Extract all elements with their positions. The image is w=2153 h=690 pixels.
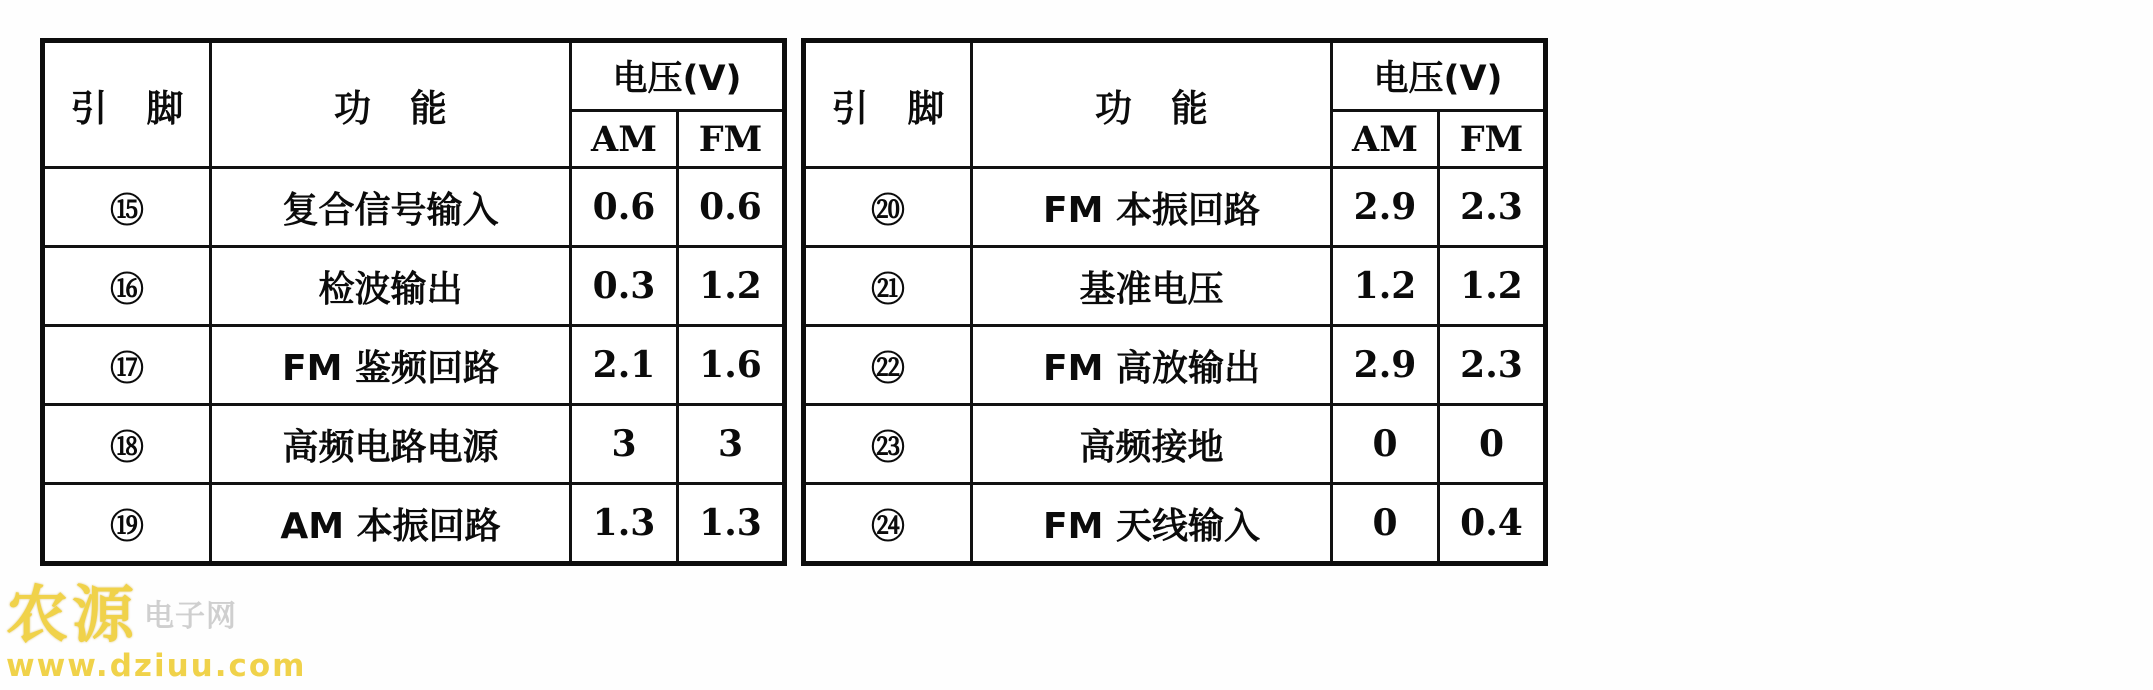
cell-pin: ⑳ bbox=[804, 168, 972, 247]
cell-fm: 3 bbox=[678, 405, 785, 484]
cell-function: 高频接地 bbox=[972, 405, 1332, 484]
header-pin: 引 脚 bbox=[43, 41, 211, 168]
cell-am: 2.9 bbox=[1332, 326, 1439, 405]
table-row bbox=[43, 326, 785, 405]
cell-am: 1.3 bbox=[571, 484, 678, 564]
pin-function-table-left bbox=[40, 38, 787, 566]
cell-function: 复合信号输入 bbox=[211, 168, 571, 247]
table-row bbox=[43, 168, 785, 247]
cell-fm: 0 bbox=[1439, 405, 1546, 484]
cell-function: AM 本振回路 bbox=[211, 484, 571, 564]
cell-pin: ㉔ bbox=[804, 484, 972, 564]
header-pin: 引 脚 bbox=[804, 41, 972, 168]
cell-am: 0 bbox=[1332, 405, 1439, 484]
cell-am: 0.3 bbox=[571, 247, 678, 326]
header-voltage: 电压(V) bbox=[1332, 41, 1546, 111]
cell-pin: ⑯ bbox=[43, 247, 211, 326]
cell-am: 2.1 bbox=[571, 326, 678, 405]
cell-function: FM 本振回路 bbox=[972, 168, 1332, 247]
cell-fm: 2.3 bbox=[1439, 168, 1546, 247]
cell-function: FM 天线输入 bbox=[972, 484, 1332, 564]
cell-fm: 1.2 bbox=[1439, 247, 1546, 326]
watermark-site-suffix: 电子网 bbox=[144, 599, 238, 634]
table-row bbox=[804, 484, 1546, 564]
cell-pin: ⑱ bbox=[43, 405, 211, 484]
table-row bbox=[43, 405, 785, 484]
cell-fm: 1.3 bbox=[678, 484, 785, 564]
cell-fm: 0.6 bbox=[678, 168, 785, 247]
pin-function-table-right bbox=[801, 38, 1548, 566]
cell-function: 高频电路电源 bbox=[211, 405, 571, 484]
header-fm: FM bbox=[678, 111, 785, 168]
cell-am: 1.2 bbox=[1332, 247, 1439, 326]
cell-am: 2.9 bbox=[1332, 168, 1439, 247]
cell-pin: ㉑ bbox=[804, 247, 972, 326]
table-row bbox=[804, 405, 1546, 484]
header-function: 功 能 bbox=[972, 41, 1332, 168]
cell-function: 基准电压 bbox=[972, 247, 1332, 326]
watermark-site-name: 农源 bbox=[6, 578, 139, 651]
cell-fm: 2.3 bbox=[1439, 326, 1546, 405]
cell-pin: ㉓ bbox=[804, 405, 972, 484]
watermark-main-line bbox=[6, 578, 306, 651]
header-voltage: 电压(V) bbox=[571, 41, 785, 111]
cell-fm: 0.4 bbox=[1439, 484, 1546, 564]
table-row bbox=[43, 247, 785, 326]
cell-am: 0.6 bbox=[571, 168, 678, 247]
cell-fm: 1.2 bbox=[678, 247, 785, 326]
cell-function: FM 高放输出 bbox=[972, 326, 1332, 405]
watermark bbox=[6, 578, 307, 684]
table-row bbox=[43, 484, 785, 564]
header-function: 功 能 bbox=[211, 41, 571, 168]
table-row bbox=[804, 326, 1546, 405]
table-row bbox=[804, 247, 1546, 326]
cell-am: 0 bbox=[1332, 484, 1439, 564]
cell-am: 3 bbox=[571, 405, 678, 484]
cell-pin: ⑲ bbox=[43, 484, 211, 564]
table-header-row-top bbox=[43, 41, 785, 111]
header-am: AM bbox=[1332, 111, 1439, 168]
cell-fm: 1.6 bbox=[678, 326, 785, 405]
cell-pin: ⑮ bbox=[43, 168, 211, 247]
cell-function: 检波输出 bbox=[211, 247, 571, 326]
cell-pin: ⑰ bbox=[43, 326, 211, 405]
header-fm: FM bbox=[1439, 111, 1546, 168]
cell-function: FM 鉴频回路 bbox=[211, 326, 571, 405]
table-header-row-top bbox=[804, 41, 1546, 111]
watermark-url: www.dziuu.com bbox=[6, 648, 307, 684]
header-am: AM bbox=[571, 111, 678, 168]
tables-container bbox=[40, 38, 1548, 566]
cell-pin: ㉒ bbox=[804, 326, 972, 405]
table-row bbox=[804, 168, 1546, 247]
